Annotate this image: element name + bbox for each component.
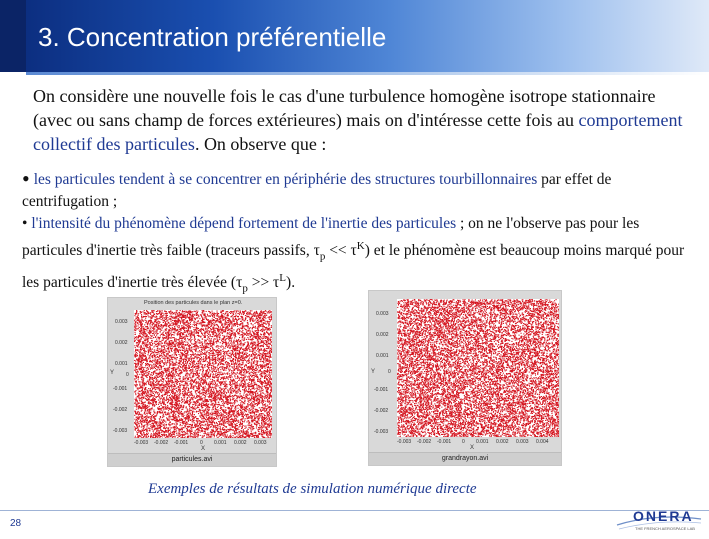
scatter-area-right bbox=[397, 299, 559, 437]
y-tick: -0.002 bbox=[374, 408, 388, 414]
bullet2-text-e: ). bbox=[286, 274, 295, 291]
footer-rule bbox=[0, 510, 709, 511]
figure-grandrayon[interactable] bbox=[368, 290, 562, 466]
x-tick: -0.003 bbox=[134, 440, 148, 446]
particle-cloud bbox=[397, 299, 559, 437]
y-tick: -0.001 bbox=[113, 386, 127, 392]
x-tick: 0 bbox=[462, 439, 465, 445]
y-tick: 0.003 bbox=[115, 319, 128, 325]
figure-particules[interactable] bbox=[107, 297, 277, 467]
x-axis-label: X bbox=[201, 446, 205, 452]
bullet2-text-c: ) et le phénomène est beaucoup moins marqué pour les particules d'inertie très élevée (τ bbox=[22, 242, 684, 291]
x-tick: -0.001 bbox=[437, 439, 451, 445]
x-tick: -0.002 bbox=[417, 439, 431, 445]
x-tick: 0.002 bbox=[234, 440, 247, 446]
x-axis-label: X bbox=[470, 445, 474, 451]
bullet2-sub-p1: p bbox=[320, 250, 326, 262]
title-accent bbox=[0, 0, 26, 72]
scatter-area-left bbox=[134, 310, 272, 438]
scatter-plot-right bbox=[397, 299, 559, 437]
bullet1-highlight: les particules tendent à se concentrer en périphérie des structures tourbillonnaires bbox=[34, 171, 538, 188]
x-tick: 0.001 bbox=[476, 439, 489, 445]
x-tick: -0.001 bbox=[174, 440, 188, 446]
y-tick: -0.002 bbox=[113, 407, 127, 413]
figure-left-caption[interactable]: particules.avi bbox=[108, 453, 276, 466]
intro-text-1: On considère une nouvelle fois le cas d'une turbulence homogène isotrope stationnaire (avec ou sans champ de forces extérieures) mais on d'intéresse cette fois au bbox=[33, 86, 656, 130]
bullet2-highlight: l'intensité du phénomène dépend fortement de l'inertie des particules bbox=[27, 215, 456, 232]
slide-title: 3. Concentration préférentielle bbox=[38, 22, 386, 53]
y-tick: 0.001 bbox=[115, 361, 128, 367]
particle-cloud bbox=[134, 310, 272, 438]
figure-left-title: Position des particules dans le plan z=0. bbox=[144, 300, 242, 306]
x-tick: 0.002 bbox=[496, 439, 509, 445]
y-tick: -0.003 bbox=[113, 428, 127, 434]
figure-right-caption[interactable]: grandrayon.avi bbox=[369, 452, 561, 465]
bullet-marker: • bbox=[22, 215, 27, 232]
bullet2-sup-l: L bbox=[279, 272, 286, 284]
x-tick: 0.001 bbox=[214, 440, 227, 446]
x-tick: 0 bbox=[200, 440, 203, 446]
scatter-plot-left bbox=[134, 310, 272, 438]
y-tick: 0.002 bbox=[115, 340, 128, 346]
bullet2-sup-k: K bbox=[357, 240, 365, 252]
bullet2-text-b: << τ bbox=[325, 242, 356, 259]
x-tick: 0.004 bbox=[536, 439, 549, 445]
page-number: 28 bbox=[10, 518, 21, 529]
y-tick: -0.001 bbox=[374, 387, 388, 393]
y-tick: 0.001 bbox=[376, 353, 389, 359]
figures-caption: Exemples de résultats de simulation numérique directe bbox=[148, 481, 477, 498]
y-tick: 0.002 bbox=[376, 332, 389, 338]
intro-text-2: . On observe que : bbox=[195, 134, 326, 154]
onera-logo bbox=[615, 505, 703, 535]
bullet2-sub-p2: p bbox=[242, 283, 248, 295]
bullet2-text-a: ; on ne l'observe pas pour les particules d'inertie très faible (traceurs passifs, τ bbox=[22, 215, 639, 259]
intro-paragraph bbox=[33, 84, 693, 156]
logo-tagline: THE FRENCH AEROSPACE LAB bbox=[635, 526, 695, 531]
intro-highlight: comportement collectif des particules bbox=[33, 110, 683, 154]
bullet-marker: • bbox=[22, 166, 30, 191]
y-axis-label: Y bbox=[371, 369, 375, 375]
bullet-inertia bbox=[22, 213, 694, 300]
x-tick: -0.003 bbox=[397, 439, 411, 445]
x-tick: -0.002 bbox=[154, 440, 168, 446]
y-tick: 0.003 bbox=[376, 311, 389, 317]
y-tick: 0 bbox=[126, 372, 129, 378]
bullet1-text: par effet de centrifugation ; bbox=[22, 171, 611, 210]
title-rule bbox=[26, 72, 709, 75]
bullet-concentration bbox=[22, 168, 692, 213]
y-tick: 0 bbox=[388, 369, 391, 375]
y-axis-label: Y bbox=[110, 370, 114, 376]
y-tick: -0.003 bbox=[374, 429, 388, 435]
x-tick: 0.003 bbox=[516, 439, 529, 445]
x-tick: 0.003 bbox=[254, 440, 267, 446]
bullet2-text-d: >> τ bbox=[248, 274, 279, 291]
logo-wordmark: ONERA bbox=[633, 508, 694, 524]
